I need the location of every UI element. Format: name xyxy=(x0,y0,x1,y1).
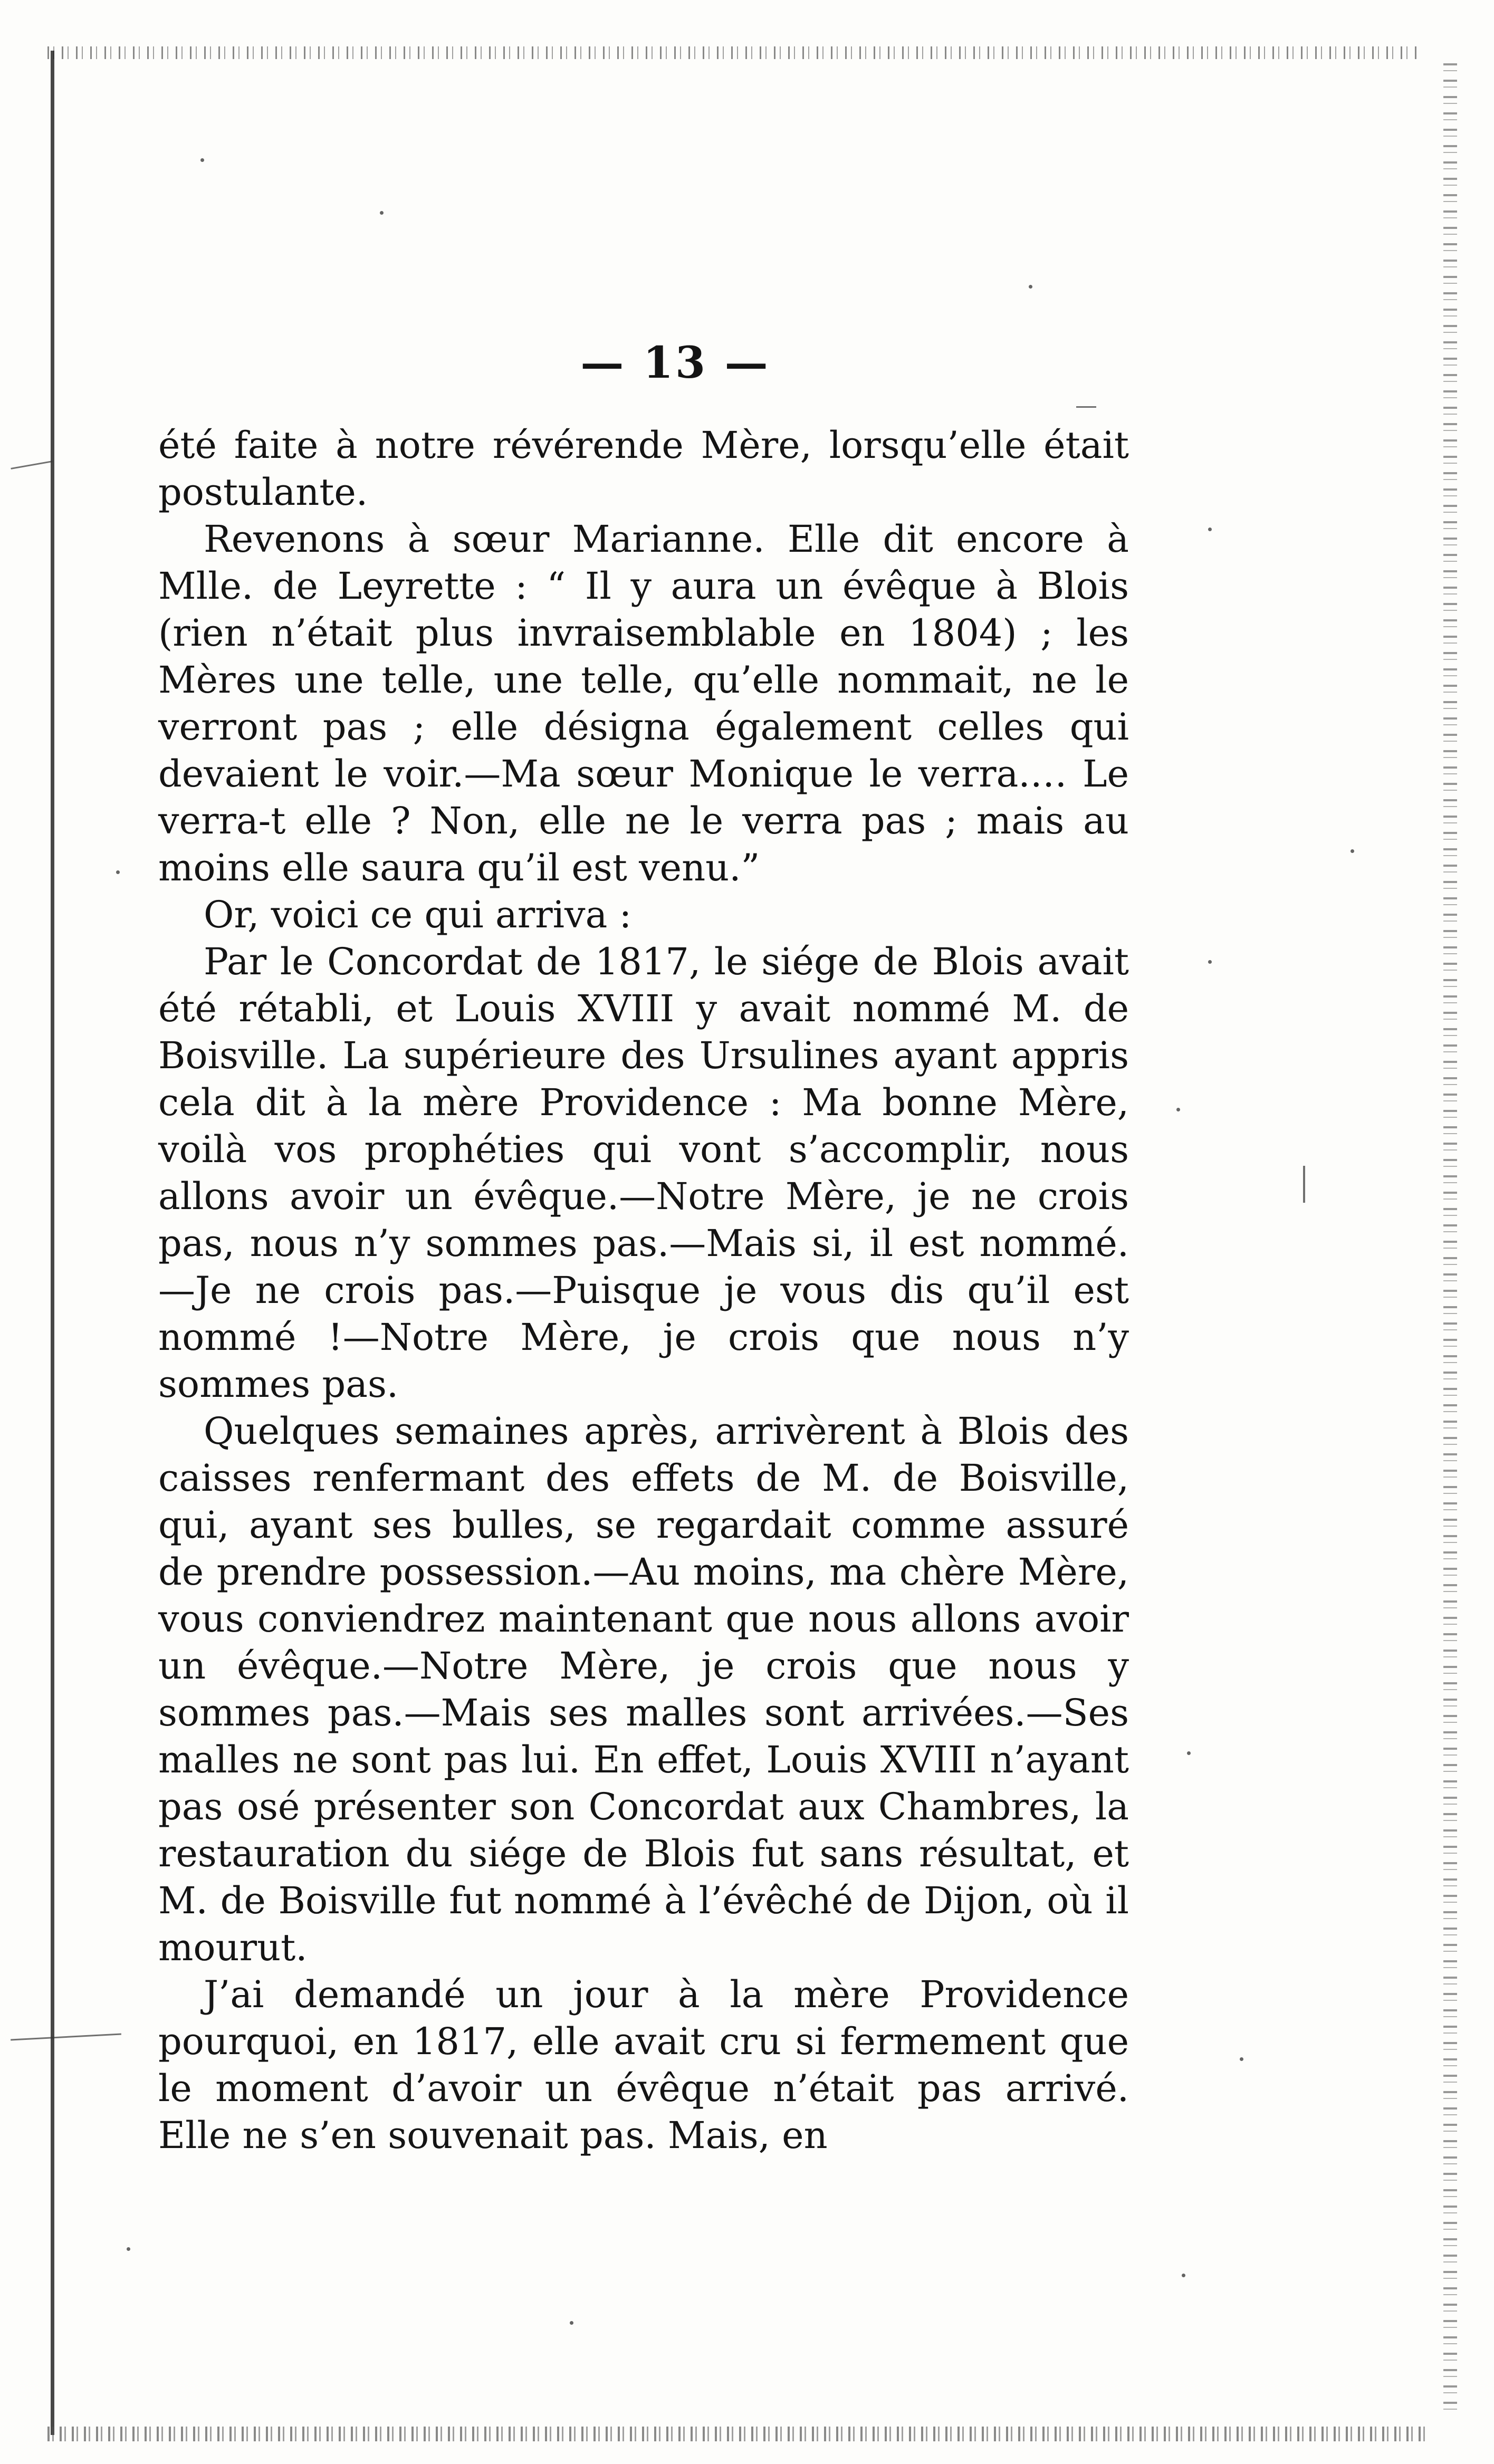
speck xyxy=(1187,1751,1191,1755)
paragraph: Par le Concordat de 1817, le siége de Blois avait été rétabli, et Louis XVIII y avait nommé M. de Boisville. La supérieure des Ursulines ayant appris cela dit à la mère Providence : Ma bonne Mère, voilà vos prophéties qui vont s’accomplir, nous allons avoir un évêque.—Notre Mère, je ne crois pas, nous n’y sommes pas.—Mais si, il est nommé.—Je ne crois pas.—Puisque je vous dis qu’il est nommé !—Notre Mère, je crois que nous n’y sommes pas. xyxy=(158,940,1129,1406)
speck xyxy=(1208,960,1212,964)
speck xyxy=(570,2321,573,2325)
speck xyxy=(1240,2057,1243,2061)
paragraph: Or, voici ce qui arriva : xyxy=(204,893,632,936)
margin-mark xyxy=(11,2034,121,2041)
margin-mark xyxy=(1303,1166,1305,1203)
page-bottom-edge xyxy=(47,2427,1430,2441)
speck xyxy=(1029,285,1032,289)
margin-mark xyxy=(11,461,52,469)
page-number: — 13 — xyxy=(580,338,770,388)
paragraph: Quelques semaines après, arrivèrent à Blois des caisses renfermant des effets de M. de Boisville, qui, ayant ses bulles, se regardait comme assuré de prendre possession.—Au moins, ma chère Mère, vous conviendrez maintenant que nous allons avoir un évêque.—Notre Mère, je crois que nous y sommes pas.—Mais ses malles sont arrivées.—Ses malles ne sont pas lui. En effet, Louis XVIII n’ayant pas osé présenter son Concordat aux Chambres, la restauration du siége de Blois fut sans résultat, et M. de Boisville fut nommé à l’évêché de Dijon, où il mourut. xyxy=(158,1410,1129,1969)
speck xyxy=(127,2247,130,2251)
speck xyxy=(1351,849,1354,853)
page-right-edge xyxy=(1443,63,1457,2416)
paragraph: été faite à notre révérende Mère, lorsqu’elle était postulante. xyxy=(158,424,1129,514)
page-left-edge xyxy=(51,51,54,2435)
paragraph: J’ai demandé un jour à la mère Providence pourquoi, en 1817, elle avait cru si fermement que le moment d’avoir un évêque n’était pas arrivé. Elle ne s’en souvenait pas. Mais, en xyxy=(158,1973,1129,2157)
speck xyxy=(1176,1108,1180,1111)
speck xyxy=(200,158,204,162)
speck xyxy=(380,211,384,215)
body-text xyxy=(158,422,1129,2159)
margin-mark xyxy=(1076,406,1096,408)
speck xyxy=(116,870,120,874)
speck xyxy=(1182,2274,1185,2277)
paragraph: Revenons à sœur Marianne. Elle dit encore à Mlle. de Leyrette : “ Il y aura un évêque à Blois (rien n’était plus invraisemblable en 1804) ; les Mères une telle, une telle, qu’elle nommait, ne le verront pas ; elle désigna également celles qui devaient le voir.—Ma sœur Monique le verra.… Le verra-t elle ? Non, elle ne le verra pas ; mais au moins elle saura qu’il est venu.” xyxy=(158,517,1129,889)
page-top-edge xyxy=(47,46,1419,59)
speck xyxy=(1208,528,1212,531)
